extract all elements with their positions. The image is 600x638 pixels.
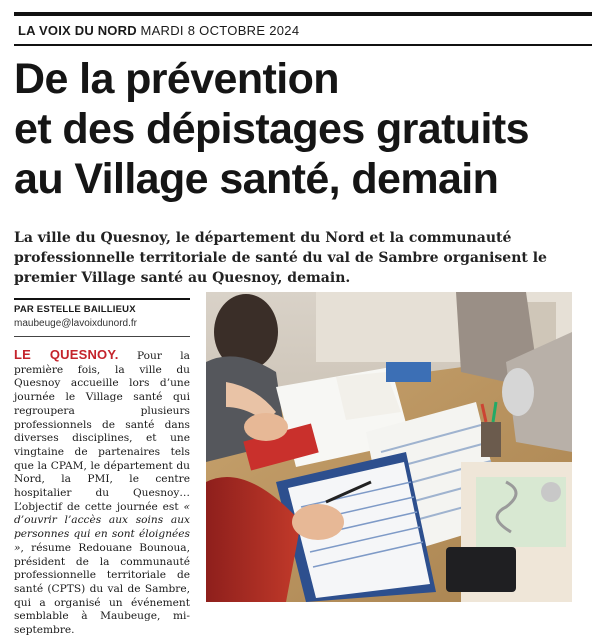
byline-rule — [14, 298, 190, 300]
publication-date: MARDI 8 OCTOBRE 2024 — [140, 23, 300, 38]
headline-line: et des dépistages gratuits — [14, 105, 529, 153]
article-photo — [206, 292, 572, 602]
article-quote: « d’ouvrir l’accès aux soins aux personnes qui en sont éloignées » — [14, 500, 190, 554]
article-text: Pour la première fois, la ville du Quesnoy accueille lors d’une journée le Village santé qui regroupera plusieurs professionnels de santé dans diverses disciplines, et une vingtaine de partenaires tels que la CPAM, le département du Nord, la PMI, le centre hospitalier du Quesnoy… L’objectif de cette journée est — [14, 350, 191, 513]
masthead — [18, 23, 299, 38]
dateline-place: LE QUESNOY. — [14, 347, 119, 362]
byline-separator — [14, 336, 190, 337]
top-rule — [14, 12, 592, 16]
author-byline: PAR ESTELLE BAILLIEUX — [14, 304, 136, 315]
masthead-rule — [14, 44, 592, 46]
article-body — [14, 348, 190, 638]
newspaper-name: LA VOIX DU NORD — [18, 23, 137, 38]
headline — [14, 54, 594, 204]
author-email[interactable]: maubeuge@lavoixdunord.fr — [14, 318, 138, 329]
article-text: , résume Redouane Bounoua, président de la communauté professionnelle territoriale de santé (CPTS) du val de Sambre, qui a organisé un événement semblable à Maubeuge, mi-septembre. — [14, 541, 190, 637]
headline-line: De la prévention — [14, 55, 339, 103]
lead-paragraph: La ville du Quesnoy, le département du Nord et la communauté professionnelle territoriale de santé du val de Sambre organisent le premier Village santé au Quesnoy, demain. — [14, 230, 547, 286]
headline-line: au Village santé, demain — [14, 155, 499, 203]
